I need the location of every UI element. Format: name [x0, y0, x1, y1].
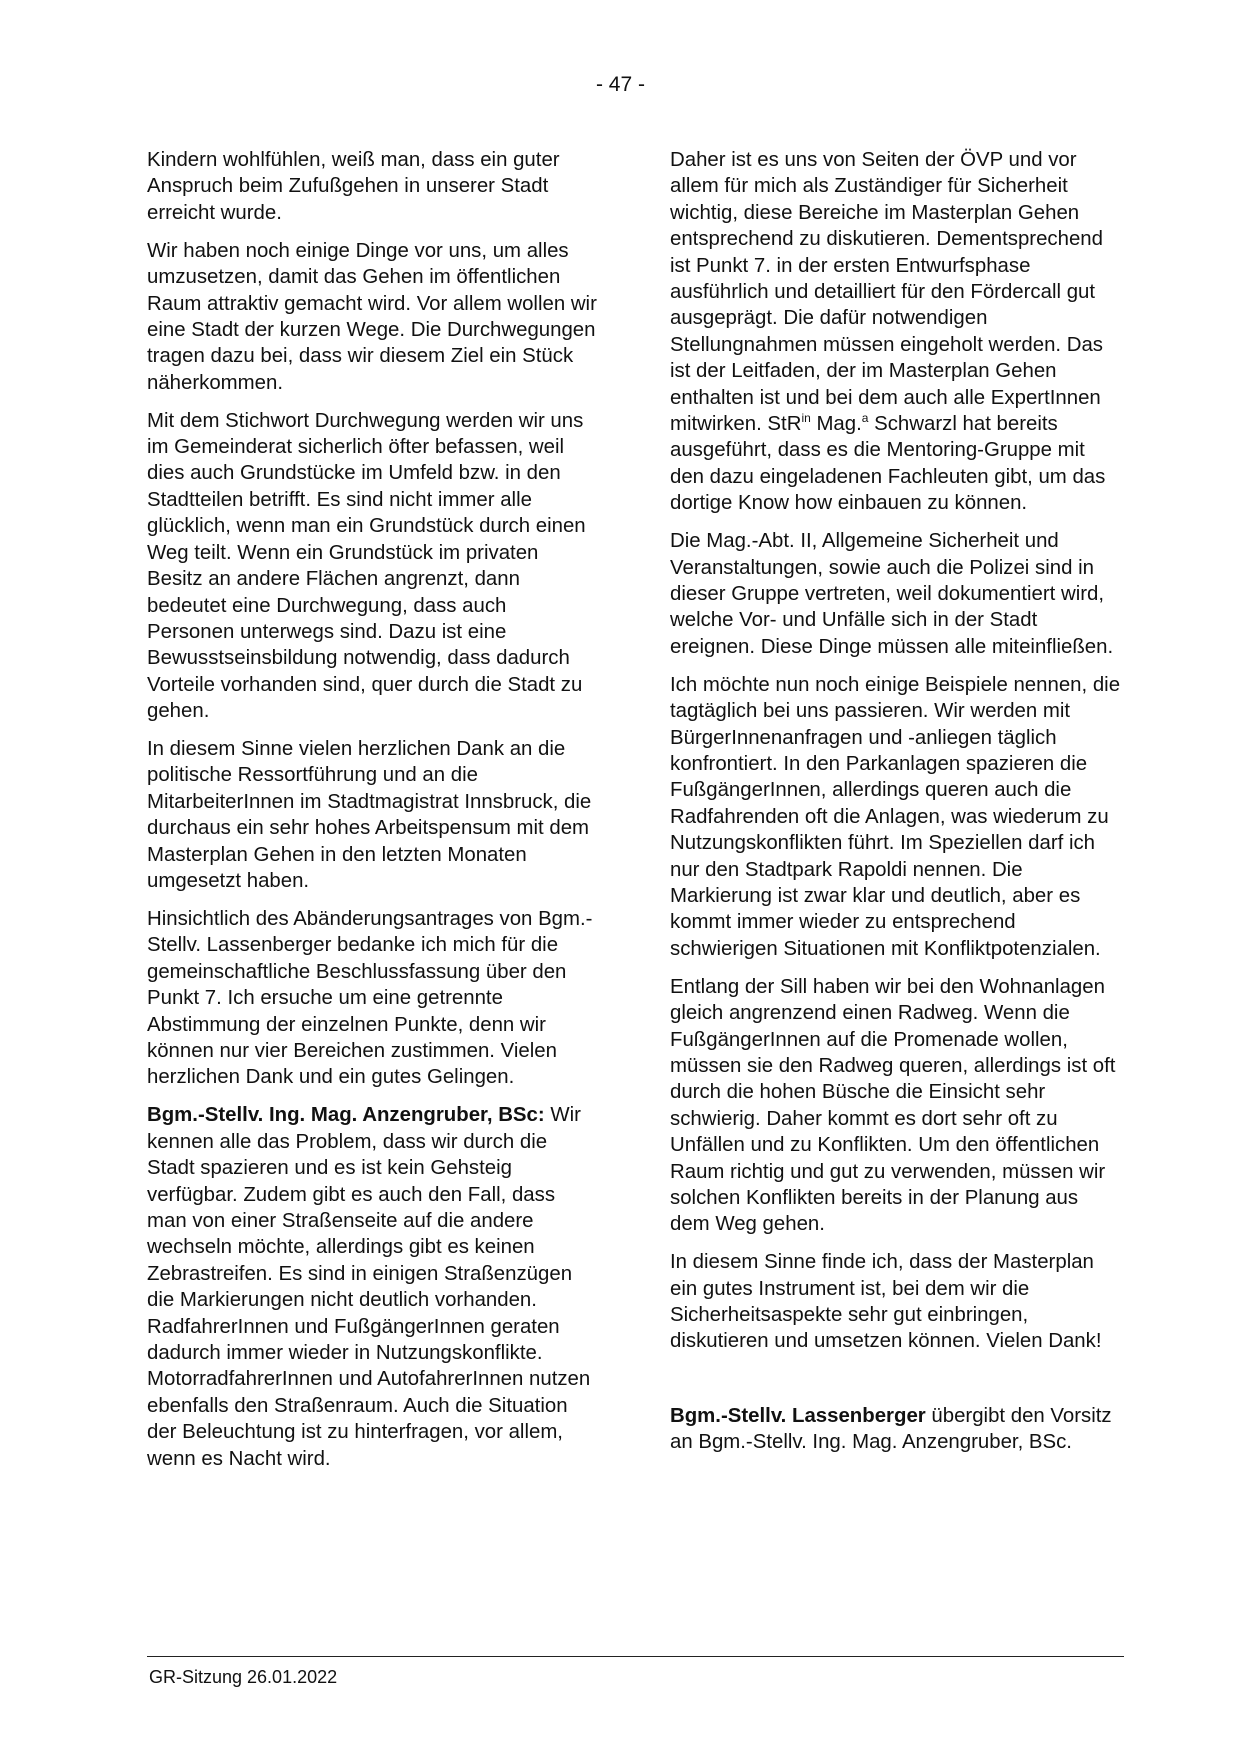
- footer-session-date: GR-Sitzung 26.01.2022: [149, 1667, 338, 1687]
- paragraph: Hinsichtlich des Abänderungsantrages von Bgm.-Stellv. Lassenberger bedanke ich mich für die gemeinschaftliche Beschlussfassung über den Punkt 7. Ich ersuche um eine getrennte Abstimmung der einzelnen Punkte, denn wir können nur vier Bereichen zustimmen. Vielen herzlichen Dank und ein gutes Gelingen.: [147, 907, 593, 1089]
- left-column: [147, 147, 599, 1484]
- speech-paragraph: [147, 1102, 599, 1472]
- paragraph: Kindern wohlfühlen, weiß man, dass ein guter Anspruch beim Zufußgehen in unserer Stadt erreicht wurde.: [147, 149, 560, 224]
- right-column: [670, 147, 1122, 1467]
- speaker-name: Bgm.-Stellv. Ing. Mag. Anzengruber, BSc:: [147, 1104, 545, 1127]
- text-segment: Daher ist es uns von Seiten der ÖVP und vor allem für mich als Zuständiger für Sicherheit wichtig, diese Bereiche im Masterplan Gehen entsprechend zu diskutieren. Dementsprechend ist Punkt 7. in der ersten Entwurfsphase ausführlich und detailliert für den Fördercall gut ausgeprägt. Die dafür notwendigen Stellungnahmen müssen eingeholt werden. Das ist der Leitfaden, der im Masterplan Gehen enthalten ist und bei dem auch alle ExpertInnen mitwirken. StR: [670, 149, 1104, 436]
- paragraph: Die Mag.-Abt. II, Allgemeine Sicherheit und Veranstaltungen, sowie auch die Polizei sind in dieser Gruppe vertreten, weil dokumentiert wird, welche Vor- und Unfälle sich in der Stadt ereignen. Diese Dinge müssen alle miteinfließen.: [670, 530, 1114, 658]
- footer-divider: [147, 1656, 1124, 1657]
- paragraph: Mit dem Stichwort Durchwegung werden wir uns im Gemeinderat sicherlich öfter befassen, weil dies auch Grundstücke im Umfeld bzw. in den Stadtteilen betrifft. Es sind nicht immer alle glücklich, wenn man ein Grundstück durch einen Weg teilt. Wenn ein Grundstück im privaten Besitz an andere Flächen angrenzt, dann bedeutet eine Durchwegung, dass auch Personen unterwegs sind. Dazu ist eine Bewusstseinsbildung notwendig, dass dadurch Vorteile vorhanden sind, quer durch die Stadt zu gehen.: [147, 409, 586, 723]
- speaker-name: Bgm.-Stellv. Lassenberger: [670, 1404, 926, 1427]
- paragraph: In diesem Sinne vielen herzlichen Dank an die politische Ressortführung und an die MitarbeiterInnen im Stadtmagistrat Innsbruck, die durchaus ein sehr hohes Arbeitspensum mit dem Masterplan Gehen in den letzten Monaten umgesetzt haben.: [147, 738, 592, 893]
- paragraph: Ich möchte nun noch einige Beispiele nennen, die tagtäglich bei uns passieren. Wir werden mit BürgerInnenanfragen und -anliegen täglich konfrontiert. In den Parkanlagen spazieren die FußgängerInnen, allerdings queren auch die Radfahrenden oft die Anlagen, was wiederum zu Nutzungskonflikten führt. Im Speziellen darf ich nur den Stadtpark Rapoldi nennen. Die Markierung ist zwar klar und deutlich, aber es kommt immer wieder zu entsprechend schwierigen Situationen mit Konfliktpotenzialen.: [670, 673, 1121, 960]
- speech-text: Wir kennen alle das Problem, dass wir durch die Stadt spazieren und es ist kein Gehsteig verfügbar. Zudem gibt es auch den Fall, dass man von einer Straßenseite auf die andere wechseln möchte, allerdings gibt es keinen Zebrastreifen. Es sind in einigen Straßenzügen die Markierungen nicht deutlich vorhanden. RadfahrerInnen und FußgängerInnen geraten dadurch immer wieder in Nutzungskonflikte. MotorradfahrerInnen und AutofahrerInnen nutzen ebenfalls den Straßenraum. Auch die Situation der Beleuchtung ist zu hinterfragen, vor allem, wenn es Nacht wird.: [147, 1104, 591, 1470]
- text-segment: Schwarzl hat bereits ausgeführt, dass es die Mentoring-Gruppe mit den dazu eingeladenen Fachleuten gibt, um das dortige Know how einbauen zu können.: [670, 413, 1106, 515]
- handover-text: übergibt den Vorsitz an Bgm.-Stellv. Ing. Mag. Anzengruber, BSc.: [670, 1404, 1112, 1454]
- superscript: in: [801, 411, 811, 426]
- page-number: - 47 -: [595, 73, 645, 96]
- paragraph: Wir haben noch einige Dinge vor uns, um alles umzusetzen, damit das Gehen im öffentlichen Raum attraktiv gemacht wird. Vor allem wollen wir eine Stadt der kurzen Wege. Die Durchwegungen tragen dazu bei, dass wir diesem Ziel ein Stück näherkommen.: [147, 239, 597, 394]
- paragraph: [670, 147, 1122, 517]
- paragraph: Entlang der Sill haben wir bei den Wohnanlagen gleich angrenzend einen Radweg. Wenn die FußgängerInnen auf die Promenade wollen, müssen sie den Radweg queren, allerdings ist oft durch die hohen Büsche die Einsicht sehr schwierig. Daher kommt es dort sehr oft zu Unfällen und zu Konflikten. Um den öffentlichen Raum richtig und gut zu verwenden, müssen wir solchen Konflikten bereits in der Planung aus dem Weg gehen.: [670, 975, 1116, 1236]
- paragraph: In diesem Sinne finde ich, dass der Masterplan ein gutes Instrument ist, bei dem wir die Sicherheitsaspekte sehr gut einbringen, diskutieren und umsetzen können. Vielen Dank!: [670, 1251, 1102, 1353]
- handover-note: [670, 1403, 1122, 1456]
- text-segment: Mag.: [810, 413, 862, 436]
- superscript: a: [861, 411, 869, 426]
